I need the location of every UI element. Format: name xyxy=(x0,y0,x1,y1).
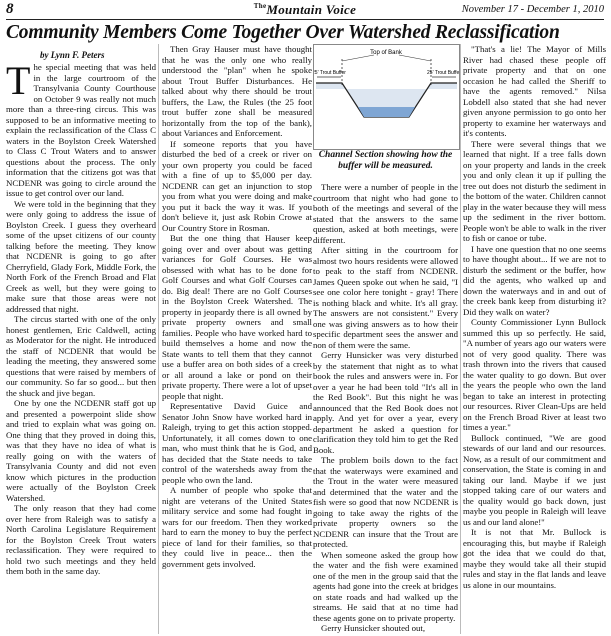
drop-cap: T xyxy=(6,62,31,103)
article-paragraph: If someone reports that you have disturbed the bed of a creek or river on your own property you could be faced with a fine of up to $5,000 per day. NCDENR can get an injunction to stop you from what you were doing and make you put it back the way it was. If you don't believe it, just ask Robin Crowe at Our Country Store in Rosman. xyxy=(162,138,312,233)
article-paragraph: When someone asked the group how the water and the fish were examined one of the men in the group said that the agents had gone into the creek at bridges on state roads and had walked up the streams. He said that at no time had these agents gone on to private property. xyxy=(313,549,458,623)
lead-paragraph-text: he special meeting that was held in the large courtroom of the Transylvania County Courthouse on October 9 was really not much more than a three-ring circus. This was supposed to be an informative meeting to explain the reclassification of the Class C waters in the Boylston Creek Watershed to Class C Trout Waters and to answer questions about the process. The only information that the citizens got was that NCDENR was going to circle around the issue to get control over our land. xyxy=(6,62,156,198)
masthead xyxy=(6,3,604,20)
article-paragraph: The problem boils down to the fact that the waterways were examined and the Trout in the water were measured and determined that the water and the fish were so good that now NCDENR is going to take away the rights of the private property owners so the NCDENR can insure that the Trout are protected. xyxy=(313,455,458,549)
top-pointer-right xyxy=(399,55,431,61)
column-divider xyxy=(158,44,159,634)
article-paragraph: The only reason that they had come over here from Raleigh was to satisfy a North Carolina Legislature Requirement for the Boylston Creek Trout waters reclassification. They were required to hold two such meetings and they held them both in the same day. xyxy=(6,503,156,576)
issue-date: November 17 - December 1, 2010 xyxy=(461,4,604,15)
top-of-bank-label: Top of Bank xyxy=(370,50,402,56)
article-paragraph: It is not that Mr. Bullock is encouraging this, but maybe if Raleigh got the idea that we could do that, maybe they would take all their stupid rules and stay in the flat lands and leave us alone in our mountains. xyxy=(463,527,606,590)
page-number: 8 xyxy=(6,1,14,17)
article-paragraph: Gerry Hunsicker shouted out, xyxy=(321,623,426,633)
paper-name-text: Mountain Voice xyxy=(266,2,357,17)
article-paragraph: The circus started with one of the only honest gentlemen, Eric Caldwell, acting as Moderator for the night. He introduced the staff of NCDENR that would be leading the meeting, they answered some questions that were raised by members of our community. So far so good... but then the shuck and jive began. xyxy=(6,314,156,398)
article-headline: Community Members Come Together Over Watershed Reclassification xyxy=(6,22,560,43)
article-paragraph: One by one the NCDENR staff got up and presented a powerpoint slide show and tried to explain what was going on. One thing that they proved in doing this, was that they have no idea of what is really going on with the waters of Transylvania County and did not even know which pictures in the production were actually of the Boylston Creek Watershed. xyxy=(6,398,156,503)
article-column-2 xyxy=(162,44,312,634)
channel-section-diagram xyxy=(313,44,460,150)
article-paragraph: "That's a lie! The Mayor of Mills River had chased these people off private property and that on one occasion he had called the Sheriff to have the agents removed." Nilsa Lobdell also stated that she had never given anyone permission to go onto her property to examine her waterways and it's contents. xyxy=(463,44,606,138)
article-paragraph: County Commissioner Lynn Bullock summed this up so perfectly. He said, "A number of years ago our waters were not of very good quality. There was trash thrown into the rivers that caused the water quality to go down. But over the years the people who own the land began to take an interest in protecting our resources. River Clean-Ups are held on the French Broad River at least two times a year." xyxy=(463,317,606,432)
left-buffer-label: 25' Trout Buffer xyxy=(314,70,346,76)
article-byline: by Lynn F. Peters xyxy=(40,50,105,60)
channel-water xyxy=(358,107,415,117)
article-paragraph: Bullock continued, "We are good stewards of our land and our resources. Now, as a result of our commitment and conservation, the State is coming in and taking our land. Maybe if we just stopped taking care of our waters and the quality would go back down, just maybe you people in Raleigh will leave us and our land alone!" xyxy=(463,432,606,527)
article-paragraph: Gerry Hunsicker was very disturbed by the statement that night as to what book the rules and answers were in. For over a year he had been told "It's all in the Red Book". But this night he was announced that the Red Book does not apply. And yet for over a year, every department he asked a question for clarification they told him to get the Red Book. xyxy=(313,350,458,455)
article-paragraph: Representative David Guice and Senator John Snow have worked hard in Raleigh, trying to get this action stopped. Unfortunately, it all comes down to one man, who must think that he is God, and has decided that the State needs to take control of the watersheds away from the people who own the land. xyxy=(162,401,312,485)
article-paragraph: After sitting in the courtroom for almost two hours residents were allowed to peak to the staff from NCDENR. James Queen spoke out when he said, "I see one color here tonight - gray! There is nothing black and white. It's all gray. The answers are not consistent." Every one was giving answers as to how their specific department sees the answer and non of them were the same. xyxy=(313,245,458,350)
channel-diagram-svg xyxy=(314,45,459,149)
right-buffer-label: 25' Trout Buffer xyxy=(427,70,459,76)
article-column-4 xyxy=(463,44,606,634)
article-paragraph: A number of people who spoke that night are veterans of the United States military service and some had fought in wars for our freedom. Then they worked hard to earn the money to buy the perfect piece of land for their families, so that they could live in peace... then the government gets involved. xyxy=(162,485,312,569)
article-paragraph: I have one question that no one seems to have thought about... If we are not to disturb the sediment or the buffer, how did the agents, who walked up and down the waterways and in and out of the creek bank keep from disturbing it? Did they walk on water? xyxy=(463,243,606,317)
article-paragraph: There were a number of people in the courtroom that night who had gone to both of the meetings and several of the stated that the answers to the same question, asked at both meetings, were different. xyxy=(313,182,458,245)
article-column-3 xyxy=(313,182,458,634)
article-paragraph: Then Gray Hauser must have thought that he was the only one who really understood the "plan" when he spoke about Trout Buffer Disturbances. He talked about why there should be trout buffers, the Law, the Rules (the 25 foot trout buffer zone shall be measured horizontally from the top of the bank), about Variances and Enforcement. xyxy=(162,44,312,138)
paper-name-prefix: The xyxy=(253,2,267,10)
column-divider xyxy=(460,44,461,634)
article-column-1 xyxy=(6,62,156,634)
article-paragraph: But the one thing that Hauser keep going over and over about was getting variances for Golf Courses. He was obsessed with what has to be done for Golf Courses and what Golf Courses can do. Big deal! There are no Golf Courses in the Boylston Creek Watershed. The property in jeopardy there is all owned by private property owners and small families. People who have worked hard to build themselves a home and now the State wants to tell them that they cannot use a buffer area on both sides of a creek or all around a lake or pond on their private property. There were a lot of upset people that night. xyxy=(162,233,312,401)
article-paragraph: We were told in the beginning that they were only going to address the issue of Boylston Creek. I guess they overheard some of the upset citizens of our county talking before the meeting. They know that NCDENR is going to go after Cherryfield, Glady Fork, Middle Fork, the North Fork of the French Broad and Flat Creek as well, but they were going to make sure that those areas were not addressed that night. xyxy=(6,198,156,314)
figure-caption: Channel Section showing how the buffer will be measured. xyxy=(318,150,453,171)
article-paragraph xyxy=(6,62,156,199)
article-paragraph: There were several things that we learned that night. If a tree falls down on your property and lands in the creek you and only clean it up if pulling the tree out does not disturb the sediment in the bottom of the water. Children cannot play in the water because they will mess up the sediment in the river bottom. People won't be able to walk in the river to fish or canoe or tube. xyxy=(463,138,606,243)
